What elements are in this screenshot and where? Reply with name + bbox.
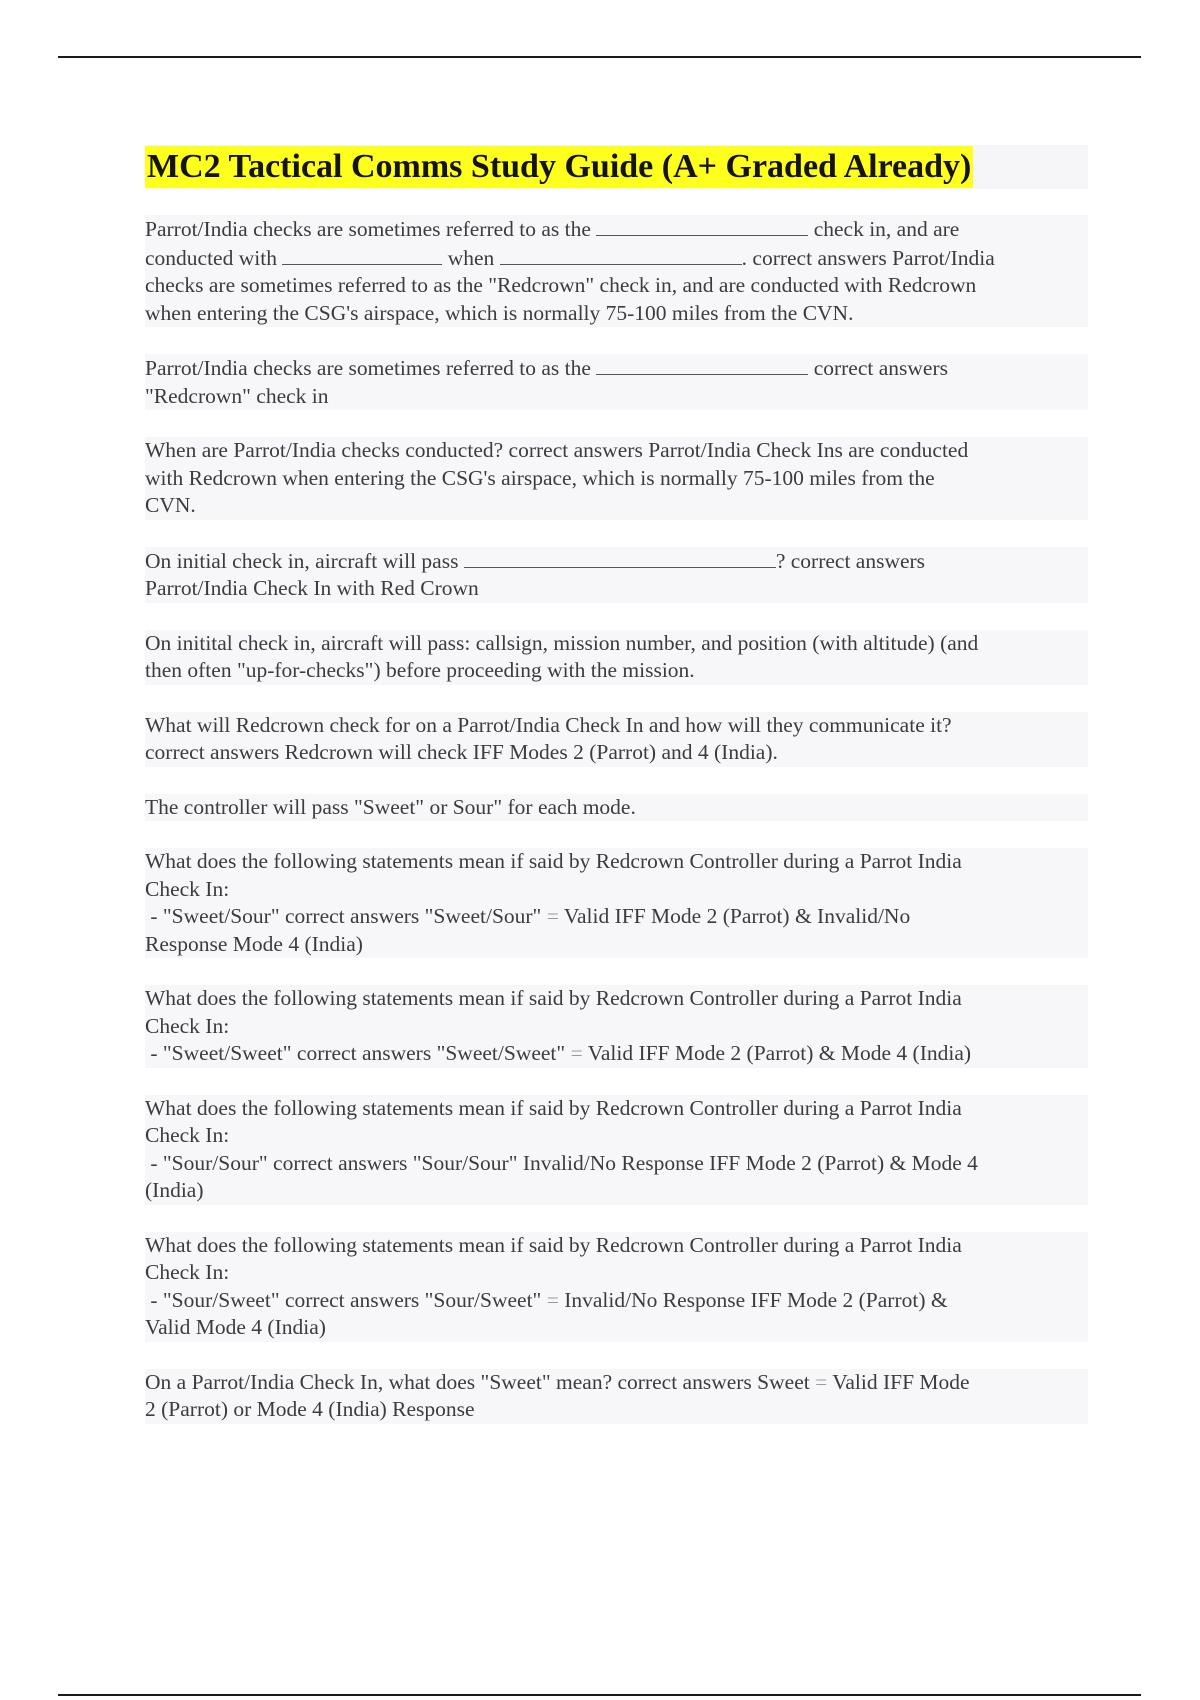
paragraph	[145, 985, 1088, 1068]
text-segment: - "Sweet/Sour" correct answers "Sweet/Sour"	[145, 904, 547, 928]
text-line	[145, 985, 1088, 1013]
text-segment: Parrot/India checks are sometimes referred to as the	[145, 356, 597, 380]
text-segment: when	[442, 245, 500, 270]
fill-in-blank	[282, 244, 442, 265]
paragraph	[145, 848, 1088, 958]
document-body	[145, 145, 1088, 1451]
text-segment: On initial check in, aircraft will pass	[145, 548, 464, 573]
text-line	[145, 1122, 1088, 1150]
text-segment: Valid IFF Mode 2 (Parrot) & Mode 4 (India)	[582, 1041, 972, 1065]
text-segment: (India)	[145, 1178, 204, 1202]
text-line	[145, 465, 1088, 493]
text-segment: The controller will pass "Sweet" or Sour" for each mode.	[145, 794, 636, 819]
text-segment: CVN.	[145, 493, 196, 517]
paragraph	[145, 437, 1088, 520]
text-segment: On initital check in, aircraft will pass: callsign, mission number, and position (with altitude) (and	[145, 630, 979, 655]
text-segment: Valid IFF Mode	[827, 1369, 970, 1394]
text-line	[145, 437, 1088, 465]
equals-sign: =	[546, 1287, 559, 1312]
text-line	[145, 739, 1088, 767]
document-title: MC2 Tactical Comms Study Guide (A+ Graded Already)	[145, 146, 973, 188]
text-segment: Check In:	[145, 1260, 230, 1284]
text-line	[145, 1314, 1088, 1342]
text-line	[145, 1232, 1088, 1260]
equals-sign: =	[815, 1369, 828, 1394]
paragraph	[145, 547, 1088, 603]
top-rule	[58, 56, 1141, 58]
fill-in-blank	[596, 215, 808, 236]
text-segment: "Redcrown" check in	[145, 383, 329, 408]
paragraph	[145, 215, 1088, 327]
text-line	[145, 1369, 1088, 1397]
text-line	[145, 1177, 1088, 1205]
text-line	[145, 1396, 1088, 1424]
text-segment: ? correct answers	[775, 548, 926, 573]
text-segment: then often "up-for-checks") before proceeding with the mission.	[145, 658, 695, 682]
fill-in-blank	[464, 547, 776, 568]
text-line	[145, 1287, 1088, 1315]
text-segment: check in, and are	[808, 217, 960, 241]
text-line	[145, 354, 1088, 383]
text-line	[145, 931, 1088, 959]
text-segment: What does the following statements mean if said by Redcrown Controller during a Parrot India	[145, 849, 962, 873]
paragraph-list	[145, 215, 1088, 1424]
paragraph	[145, 1369, 1088, 1424]
text-segment: Parrot/India checks are sometimes referred to as the	[145, 217, 597, 241]
text-segment: On a Parrot/India Check In, what does "Sweet" mean? correct answers Sweet	[145, 1369, 816, 1394]
paragraph	[145, 630, 1088, 685]
paragraph	[145, 1232, 1088, 1342]
text-segment: correct answers	[808, 356, 948, 380]
text-line	[145, 848, 1088, 876]
text-segment: Response Mode 4 (India)	[145, 931, 363, 956]
equals-sign: =	[570, 1041, 583, 1065]
text-segment: What does the following statements mean if said by Redcrown Controller during a Parrot India	[145, 1095, 962, 1120]
title-band	[145, 145, 1088, 189]
text-segment: Check In:	[145, 1123, 230, 1147]
text-segment: Check In:	[145, 876, 230, 901]
text-line	[145, 547, 1088, 576]
text-line	[145, 492, 1088, 520]
text-line	[145, 794, 1088, 822]
text-line	[145, 1259, 1088, 1287]
text-line	[145, 712, 1088, 740]
text-line	[145, 1040, 1088, 1068]
text-segment: Check In:	[145, 1013, 230, 1038]
text-line	[145, 383, 1088, 411]
paragraph	[145, 794, 1088, 822]
text-segment: What does the following statements mean if said by Redcrown Controller during a Parrot India	[145, 986, 962, 1010]
paragraph	[145, 1095, 1088, 1205]
text-segment: Invalid/No Response IFF Mode 2 (Parrot) &	[558, 1287, 948, 1312]
text-segment: when entering the CSG's airspace, which is normally 75-100 miles from the CVN.	[145, 300, 854, 325]
text-line	[145, 1150, 1088, 1178]
text-line	[145, 657, 1088, 685]
text-segment: . correct answers Parrot/India	[741, 245, 995, 270]
text-segment: - "Sour/Sweet" correct answers "Sour/Sweet"	[145, 1287, 547, 1312]
text-line	[145, 272, 1088, 300]
text-segment: What does the following statements mean if said by Redcrown Controller during a Parrot India	[145, 1232, 962, 1257]
text-segment: - "Sweet/Sweet" correct answers "Sweet/Sweet"	[145, 1041, 571, 1065]
text-line	[145, 876, 1088, 904]
text-line	[145, 244, 1088, 273]
text-line	[145, 903, 1088, 931]
text-segment: - "Sour/Sour" correct answers "Sour/Sour" Invalid/No Response IFF Mode 2 (Parrot) & Mode 4	[145, 1150, 978, 1175]
text-line	[145, 630, 1088, 658]
fill-in-blank	[500, 244, 742, 265]
text-line	[145, 1013, 1088, 1041]
text-segment: correct answers Redcrown will check IFF Modes 2 (Parrot) and 4 (India).	[145, 740, 778, 764]
text-segment: with Redcrown when entering the CSG's airspace, which is normally 75-100 miles from the	[145, 465, 935, 490]
fill-in-blank	[596, 354, 808, 375]
bottom-rule	[58, 1694, 1141, 1696]
text-segment: 2 (Parrot) or Mode 4 (India) Response	[145, 1397, 475, 1421]
text-line	[145, 1095, 1088, 1123]
text-line	[145, 575, 1088, 603]
text-segment: Valid Mode 4 (India)	[145, 1315, 326, 1339]
text-line	[145, 300, 1088, 328]
equals-sign: =	[546, 904, 559, 928]
text-segment: checks are sometimes referred to as the "Redcrown" check in, and are conducted with Redcrown	[145, 273, 977, 297]
text-segment: What will Redcrown check for on a Parrot/India Check In and how will they communicate it?	[145, 712, 952, 737]
text-line	[145, 215, 1088, 244]
text-segment: Valid IFF Mode 2 (Parrot) & Invalid/No	[558, 904, 911, 928]
text-segment: conducted with	[145, 245, 283, 270]
text-segment: When are Parrot/India checks conducted? correct answers Parrot/India Check Ins are conducted	[145, 438, 969, 462]
paragraph	[145, 354, 1088, 410]
paragraph	[145, 712, 1088, 767]
text-segment: Parrot/India Check In with Red Crown	[145, 576, 479, 600]
